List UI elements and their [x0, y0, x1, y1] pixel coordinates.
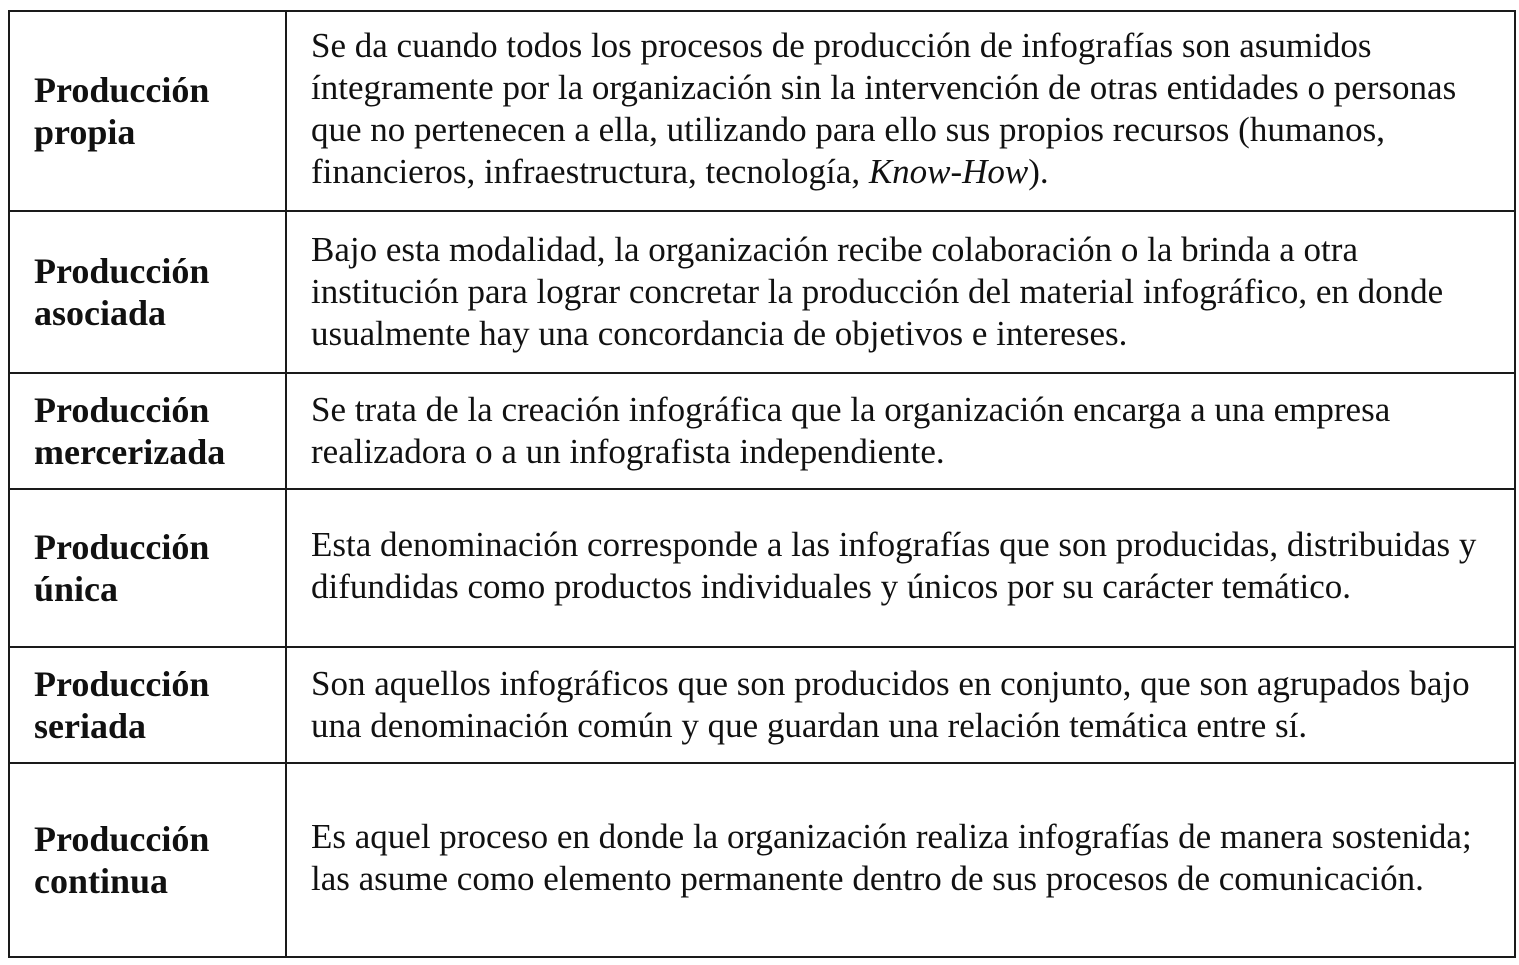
description-text: Se trata de la creación infográfica que la organización encarga a una empresa realizadora o a un infografista independiente.	[311, 390, 1391, 471]
table-row	[9, 373, 1515, 489]
description-cell	[286, 489, 1515, 647]
term-line: continua	[34, 861, 169, 901]
term-cell	[9, 11, 286, 211]
description-text-end: ).	[1028, 152, 1049, 191]
description-text: Es aquel proceso en donde la organización realiza infografías de manera sostenida; las asume como elemento permanente dentro de sus procesos de comunicación.	[311, 817, 1472, 898]
description-text: Son aquellos infográficos que son producidos en conjunto, que son agrupados bajo una denominación común y que guardan una relación temática entre sí.	[311, 664, 1470, 745]
term-line: asociada	[34, 293, 167, 333]
production-types-table	[8, 10, 1516, 958]
table-row	[9, 11, 1515, 211]
description-text: Bajo esta modalidad, la organización recibe colaboración o la brinda a otra institución para lograr concretar la producción del material infográfico, en donde usualmente hay una concordancia de objetivos e intereses.	[311, 230, 1444, 353]
description-cell	[286, 373, 1515, 489]
term-cell	[9, 211, 286, 373]
description-cell	[286, 647, 1515, 763]
term-cell	[9, 647, 286, 763]
term-line: mercerizada	[34, 432, 226, 472]
description-italic-text: Know-How	[868, 152, 1029, 191]
term-line: propia	[34, 112, 136, 152]
description-cell	[286, 763, 1515, 957]
description-text: Esta denominación corresponde a las infografías que son producidas, distribuidas y difundidas como productos individuales y únicos por su carácter temático.	[311, 525, 1477, 606]
term-line: Producción	[34, 70, 210, 110]
description-cell	[286, 211, 1515, 373]
term-line: Producción	[34, 527, 210, 567]
term-cell	[9, 763, 286, 957]
table-row	[9, 647, 1515, 763]
term-line: Producción	[34, 390, 210, 430]
table-row	[9, 211, 1515, 373]
term-line: Producción	[34, 251, 210, 291]
table-row	[9, 489, 1515, 647]
term-line: única	[34, 569, 119, 609]
term-line: seriada	[34, 706, 146, 746]
table-row	[9, 763, 1515, 957]
description-cell	[286, 11, 1515, 211]
term-cell	[9, 489, 286, 647]
description-text: Se da cuando todos los procesos de producción de infografías son asumidos íntegramente por la organización sin la intervención de otras entidades o personas que no pertenecen a ella, utilizando para ello sus propios recursos (humanos, financieros, infraestructura, tecnología,	[311, 26, 1457, 191]
term-line: Producción	[34, 664, 210, 704]
term-cell	[9, 373, 286, 489]
term-line: Producción	[34, 819, 210, 859]
